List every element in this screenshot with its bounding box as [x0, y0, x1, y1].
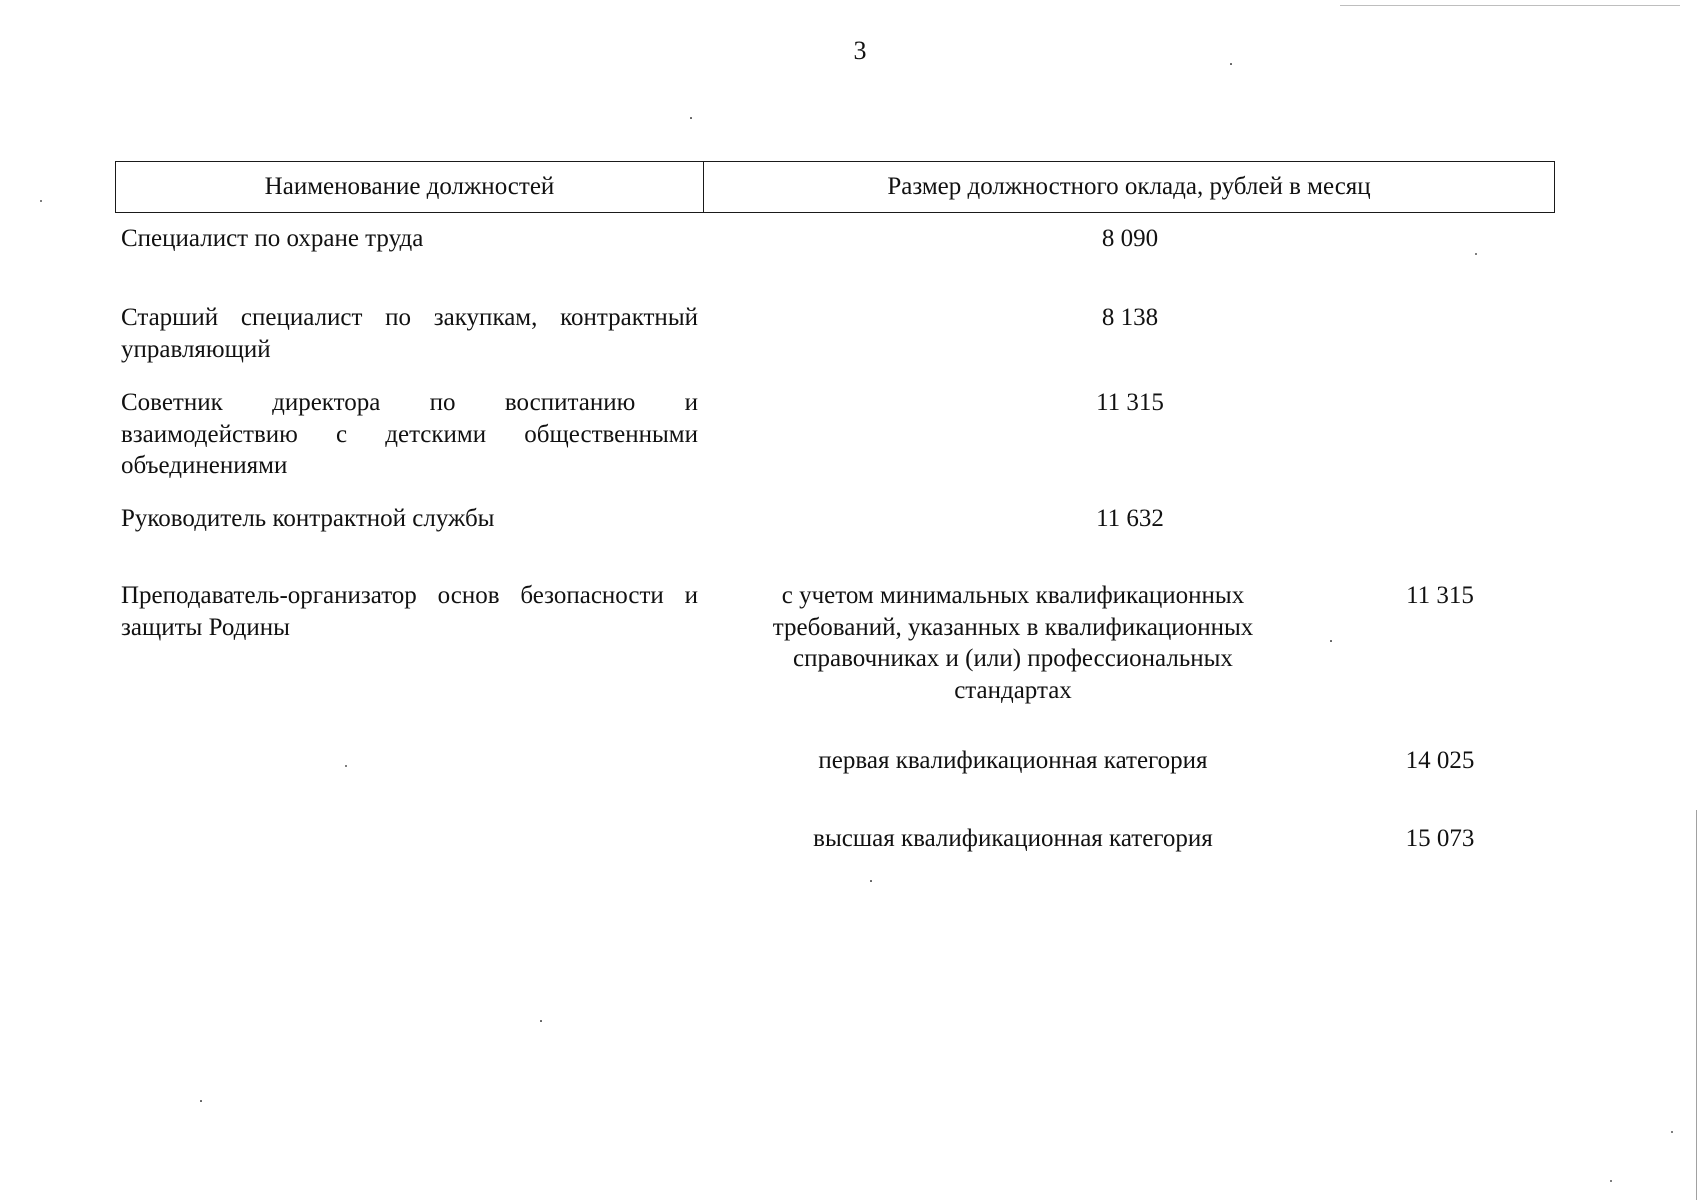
- scan-edge-line-right: [1696, 810, 1697, 1200]
- position-safety-teacher: Преподаватель-организатор основ безопасности и защиты Родины: [121, 582, 698, 641]
- page-number: 3: [853, 36, 867, 65]
- scan-speck: [690, 117, 692, 119]
- scan-speck: [345, 765, 347, 767]
- scan-edge-line-top: [1340, 5, 1680, 6]
- position-procurement-specialist: Старший специалист по закупкам, контрактный управляющий: [121, 304, 698, 363]
- scan-speck: [540, 1020, 542, 1022]
- header-position: Наименование должностей: [116, 162, 704, 212]
- scan-speck: [1330, 640, 1332, 642]
- scan-speck: [1230, 63, 1232, 65]
- tier-salary-minimum: 11 315: [1406, 582, 1474, 609]
- scan-speck: [200, 1100, 202, 1102]
- scan-speck: [1671, 1131, 1673, 1133]
- salary-procurement-specialist: 8 138: [1101, 304, 1159, 331]
- salary-occupational-safety: 8 090: [1101, 225, 1159, 252]
- position-contract-service-head: Руководитель контрактной службы: [121, 505, 495, 532]
- tier-salary-highest: 15 073: [1405, 825, 1475, 852]
- salary-contract-service-head: 11 632: [1096, 505, 1164, 532]
- position-occupational-safety: Специалист по охране труда: [121, 225, 424, 252]
- scan-speck: [40, 200, 42, 202]
- position-director-advisor: Советник директора по воспитанию и взаимодействию с детскими общественными объединениями: [121, 389, 698, 479]
- scan-speck: [870, 880, 872, 882]
- scan-speck: [1610, 1180, 1612, 1182]
- tier-salary-first: 14 025: [1405, 747, 1475, 774]
- tier-condition-minimum: с учетом минимальных квалификационных требований, указанных в квалификационных справочниках и (или) профессиональных стандартах: [772, 582, 1254, 704]
- scan-speck: [1475, 253, 1477, 255]
- salary-director-advisor: 11 315: [1096, 389, 1164, 416]
- table-header: [115, 161, 1555, 213]
- tier-condition-first: первая квалификационная категория: [818, 747, 1208, 774]
- header-salary: Размер должностного оклада, рублей в месяц: [887, 173, 1371, 200]
- tier-condition-highest: высшая квалификационная категория: [813, 825, 1213, 852]
